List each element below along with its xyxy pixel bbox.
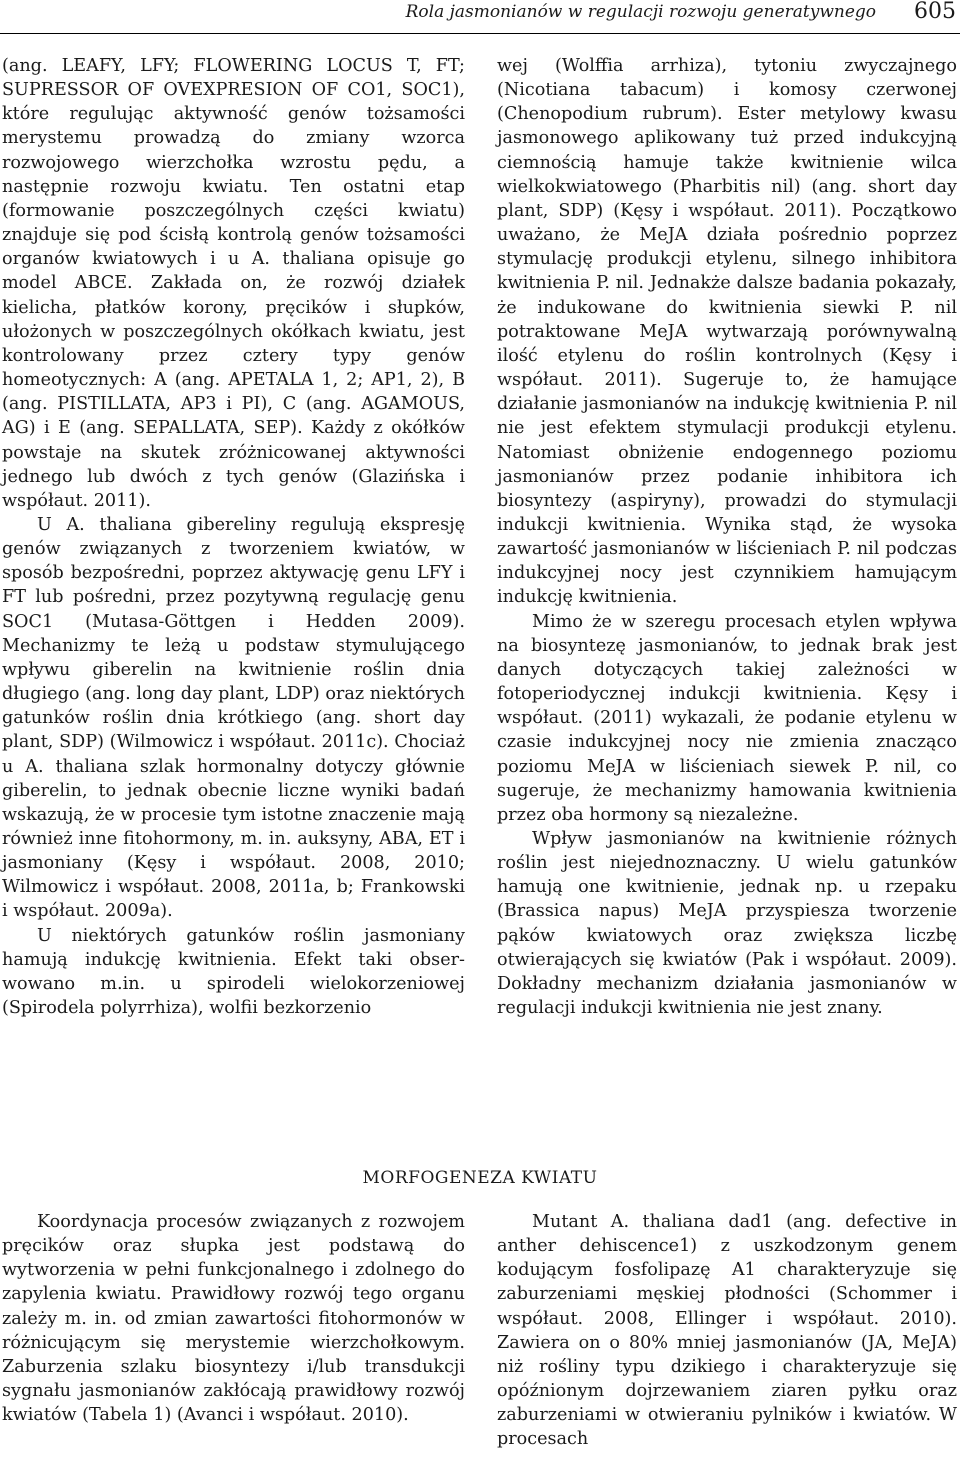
header-rule	[0, 33, 960, 34]
running-title: Rola jasmonianów w regulacji rozwoju generatywnego	[405, 2, 876, 22]
right-column-top	[497, 54, 957, 1020]
page-header	[0, 0, 960, 30]
paragraph: Mimo że w szeregu procesach etylen wpływa na biosyntezę jasmonianów, to jednak brak jest danych dotyczących takiej zależności w fotoperiodycznej indukcji kwitnienia. Kęsy i współaut. (2011) wykazali, że podanie etylenu w czasie indukcyjnej nocy nie zmienia znacząco poziomu MeJA w liścieniach siewek P. nil, co sugeruje, że mechanizmy hamowania kwitnienia przez oba hormony są niezależne.	[497, 611, 957, 825]
paragraph: Wpływ jasmonianów na kwitnienie różnych roślin jest niejednoznaczny. U wielu gatunków hamują one kwitnienie, jednak np. u rzepaku (Brassica napus) MeJA przyspiesza tworzenie pąków kwiatowych oraz zwiększa liczbę otwierających się kwiatów (Pak i współaut. 2009). Dokładny mechanizm działania jasmonianów w regulacji indukcji kwitnienia nie jest znany.	[497, 829, 957, 1019]
paragraph: (ang. LEAFY, LFY; FLOWERING LOCUS T, FT; SUPRESSOR OF OVEXPRESION OF CO1, SOC1), które regulując aktywność genów tożsamości merystemu prowadzą do zmiany wzorca rozwojowego wierzchołka wzrostu pędu, a następnie rozwoju kwiatu. Ten ostatni etap (formowanie poszczególnych części kwiatu) znajduje się pod ścisłą kontrolą genów tożsamości organów kwiatowych i u A. thaliana opisuje go model ABCE. Zakłada on, że rozwój działek kielicha, płatków korony, pręcików i słupków, ułożonych w poszczególnych okółkach kwiatu, jest kontrolowany przez cztery typy genów homeotycznych: A (ang. APETALA 1, 2; AP1, 2), B (ang. PISTILLATA, AP3 i PI), C (ang. AGAMOUS, AG) i E (ang. SEPALLATA, SEP). Każdy z okółków powstaje na skutek zróżnicowanej aktywności jednego lub dwóch z tych genów (Glazińska i współaut. 2011).	[2, 56, 465, 511]
paragraph: Koordynacja procesów związanych z rozwojem pręcików oraz słupka jest podstawą do wytworzenia w pełni funkcjonalnego i zdolnego do zapylenia kwiatu. Prawidłowy rozwój tego organu zależy m. in. od zmian zawartości fitohormonów w różnicującym się merystemie wierzchołkowym. Zaburzenia szlaku biosyntezy i/lub transdukcji sygnału jasmonianów zakłócają prawidłowy rozwój kwiatów (Tabela 1) (Avanci i współaut. 2010).	[2, 1212, 465, 1426]
paragraph: Mutant A. thaliana dad1 (ang. defective in anther dehiscence1) z uszkodzonym genem kodującym fosfolipazę A1 charakteryzuje się zaburzeniami męskiej płodności (Schommer i współaut. 2008, Ellinger i współaut. 2010). Zawiera on o 80% mniej jasmonianów (JA, MeJA) niż rośliny typu dzikiego i charakteryzuje się opóźnionym dojrzewaniem ziaren pyłku oraz zaburzeniami w otwieraniu pylników i kwiatów. W procesach	[497, 1212, 957, 1450]
left-column-top	[2, 54, 465, 1020]
paragraph: wej (Wolffia arrhiza), tytoniu zwyczajnego (Nicotiana tabacum) i komosy czerwonej (Chenopodium rubrum). Ester metylowy kwasu jasmonowego aplikowany tuż przed indukcyjną ciemnością hamuje także kwitnienie wilca wielkokwiatowego (Pharbitis nil) (ang. short day plant, SDP) (Kęsy i współaut. 2011). Początkowo uważano, że MeJA działa pośrednio poprzez stymulację produkcji etylenu, silnego inhibitora kwitnienia P. nil. Jednakże dalsze badania pokazały, że indukowane do kwitnienia siewki P. nil potraktowane MeJA wytwarzają porównywalną ilość etylenu do roślin kontrolnych (Kęsy i współaut. 2011). Sugeruje to, że hamujące działanie jasmonianów na indukcję kwitnienia P. nil nie jest efektem stymulacji produkcji etylenu. Natomiast obniżenie endogennego poziomu jasmonianów przez podanie inhibitora ich biosyntezy (aspiryny), prowadzi do stymulacji indukcji kwitnienia. Wynika stąd, że wysoka zawartość jasmonianów w liścieniach P. nil podczas indukcyjnej nocy jest czynnikiem hamującym indukcję kwitnienia.	[497, 56, 957, 608]
paragraph: U A. thaliana gibereliny regulują ekspresję genów związanych z tworzeniem kwiatów, w sposób bezpośredni, poprzez aktywację genu LFY i FT lub pośredni, przez pozytywną regulację genu SOC1 (Mutasa-Göttgen i Hedden 2009). Mechanizmy te leżą u podstaw stymulującego wpływu giberelin na kwitnienie roślin dnia długiego (ang. long day plant, LDP) oraz niektórych gatunków roślin dnia krótkiego (ang. short day plant, SDP) (Wilmowicz i współaut. 2011c). Chociaż u A. thaliana szlak hormonalny dotyczy głównie giberelin, to jednak obecnie liczne wyniki badań wskazują, że w procesie tym istotne znaczenie mają również inne fitohormony, m. in. auksyny, ABA, ET i jasmoniany (Kęsy i współaut. 2008, 2010; Wilmowicz i współaut. 2008, 2011a, b; Frankowski i współaut. 2009a).	[2, 514, 465, 922]
paragraph: U niektórych gatunków roślin jasmoniany hamują indukcję kwitnienia. Efekt taki obserwowano m.in. u spirodeli wielokorzeniowej (Spirodela polyrrhiza), wolfii bezkorzenio	[2, 925, 465, 1019]
page-number: 605	[914, 0, 956, 24]
right-column-bottom	[497, 1210, 957, 1452]
section-heading: MORFOGENEZA KWIATU	[362, 1168, 598, 1188]
left-column-bottom	[2, 1210, 465, 1427]
